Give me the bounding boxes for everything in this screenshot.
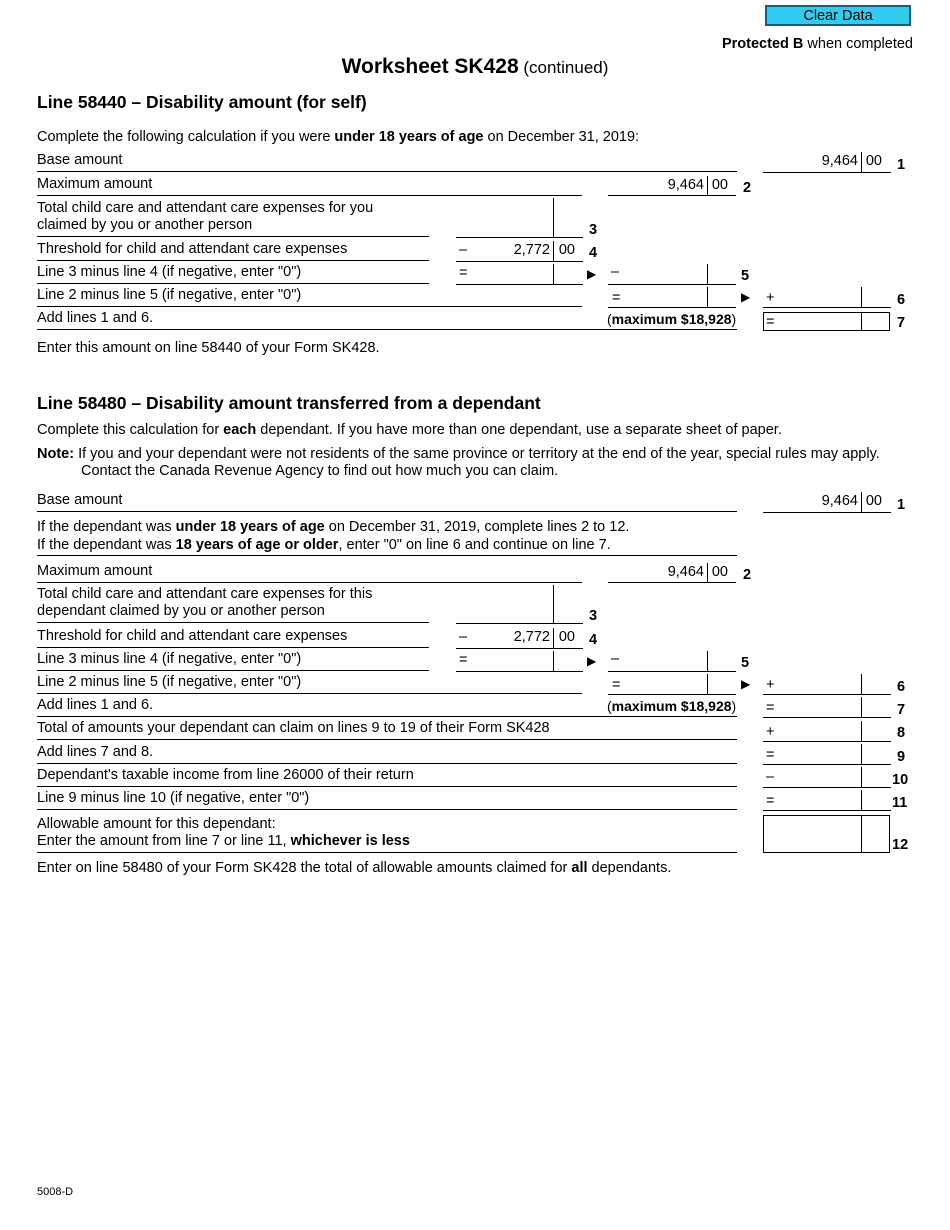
protected-suffix: when completed [803, 36, 913, 52]
s2-if-older [37, 537, 737, 556]
s1-line3-divider [553, 198, 554, 237]
s2-max-cents: 00 [711, 564, 728, 580]
s1-minus-sign-5: – [611, 264, 620, 280]
s2-line-num-5: 5 [741, 655, 750, 671]
protected-b-label: Protected B [721, 36, 804, 52]
s2-line8-input[interactable] [776, 721, 860, 740]
s2-threshold-label: Threshold for child and attendant care expenses [37, 628, 429, 648]
title-suffix: (continued) [518, 58, 609, 77]
s2-line12-divider [861, 815, 862, 853]
s2-line10-underline [763, 787, 891, 788]
protected-b-notice [722, 36, 913, 52]
s1-line7-divider [861, 312, 862, 331]
intro-bold: under 18 years of age [334, 129, 484, 145]
s2-line9-underline [763, 764, 891, 765]
s2-line5a-divider [553, 651, 554, 671]
s2-add1and6-label: Add lines 1 and 6. [37, 697, 737, 717]
s2-base-amount-label: Base amount [37, 492, 737, 512]
section2-note [37, 446, 911, 480]
s2-line6-underline [763, 694, 891, 695]
s2-minus-sign-5: – [611, 651, 620, 667]
s2-plus-sign-8: + [766, 724, 775, 740]
s2-equals-sign-6a: = [612, 677, 621, 693]
s2-allowable-pre: Enter the amount from line 7 or line 11, [37, 833, 291, 849]
s1-threshold-cents: 00 [558, 242, 575, 258]
s2-taxable-income-label: Dependant's taxable income from line 26000 of their return [37, 767, 737, 787]
s2-line-num-7: 7 [897, 702, 906, 718]
form-code: 5008-D [37, 1186, 74, 1198]
s2-line6a-input[interactable] [622, 674, 706, 693]
s2-line5-divider [707, 651, 708, 671]
s2-maximum-note [607, 698, 736, 714]
s2-minus-sign-4: – [459, 629, 468, 645]
s2-line-num-9: 9 [897, 749, 906, 765]
title-main: Worksheet SK428 [341, 55, 519, 78]
s2-line5-underline [608, 671, 736, 672]
s2-minus-sign-10: – [766, 769, 775, 785]
s1-line2-underline [608, 195, 736, 196]
s1-line6a-divider [707, 287, 708, 307]
s2-line11-input[interactable] [776, 790, 860, 809]
s2-line11-underline [763, 810, 891, 811]
s2-if-under [37, 519, 629, 535]
s1-childcare-l2: claimed by you or another person [37, 217, 429, 237]
s2-line-num-8: 8 [897, 725, 906, 741]
s2-line9minus10-label: Line 9 minus line 10 (if negative, enter "0") [37, 790, 737, 810]
s2-line3minus4-label: Line 3 minus line 4 (if negative, enter "0") [37, 651, 429, 671]
s2-equals-sign-7: = [766, 700, 775, 716]
s2-if-older-post: , enter "0" on line 6 and continue on line 7. [338, 537, 611, 553]
s1-max-cents: 00 [711, 177, 728, 193]
s2-line11-divider [861, 790, 862, 810]
s2-line4-divider [553, 628, 554, 648]
s1-max-note-open: ( [607, 311, 612, 327]
s1-line-num-1: 1 [897, 157, 906, 173]
s2-childcare-l1: Total child care and attendant care expenses for this [37, 586, 373, 602]
s1-line-num-6: 6 [897, 292, 906, 308]
s2-final-pre: Enter on line 58480 of your Form SK428 the total of allowable amounts claimed for [37, 860, 572, 876]
intro-post: on December 31, 2019: [483, 129, 640, 145]
s2-if-under-bold: under 18 years of age [175, 519, 325, 535]
s2-if-under-pre: If the dependant was [37, 519, 176, 535]
s2-add7and8-label: Add lines 7 and 8. [37, 744, 737, 764]
section2-heading: Line 58480 – Disability amount transferred from a dependant [37, 393, 541, 413]
s2-childcare-l2: dependant claimed by you or another person [37, 603, 429, 623]
s1-line-num-5: 5 [741, 268, 750, 284]
s2-line6-divider [861, 674, 862, 694]
s2-line5a-input[interactable] [470, 651, 552, 670]
s1-max-amount-label: Maximum amount [37, 176, 582, 196]
s1-line5a-input[interactable] [470, 264, 552, 283]
s1-line6a-input[interactable] [622, 287, 706, 306]
section1-heading: Line 58440 – Disability amount (for self) [37, 92, 367, 112]
section2-intro [37, 422, 782, 438]
section1-intro [37, 129, 639, 145]
s1-line1-underline [763, 172, 891, 173]
s1-line6-input[interactable] [776, 287, 860, 306]
s2-line3-underline [456, 623, 583, 624]
s2-allowable-l2 [37, 833, 737, 853]
s1-line3minus4-label: Line 3 minus line 4 (if negative, enter "0") [37, 264, 429, 284]
s1-line3-underline [456, 237, 583, 238]
s2-line5a-underline [456, 671, 583, 672]
s1-add1and6-label: Add lines 1 and 6. [37, 310, 737, 330]
s2-total-claim-label: Total of amounts your dependant can claim on lines 9 to 19 of their Form SK428 [37, 720, 737, 740]
s1-minus-sign-4: – [459, 242, 468, 258]
s2-intro-post: dependant. If you have more than one dependant, use a separate sheet of paper. [256, 422, 782, 438]
s1-threshold-dollars: 2,772 [513, 242, 550, 258]
s1-line6-underline [763, 307, 891, 308]
s1-line-num-2: 2 [743, 180, 752, 196]
s2-line-num-10: 10 [892, 772, 909, 788]
s2-base-cents: 00 [865, 493, 882, 509]
s1-plus-sign-6: + [766, 290, 775, 306]
s2-line3-divider [553, 585, 554, 623]
s2-line6a-underline [608, 694, 736, 695]
s2-line2minus5-label: Line 2 minus line 5 (if negative, enter "0") [37, 674, 582, 694]
s1-base-amount-label: Base amount [37, 152, 737, 172]
s2-if-under-post: on December 31, 2019, complete lines 2 to 12. [324, 519, 630, 535]
s2-final-bold: all [571, 860, 588, 876]
s2-line-num-4: 4 [589, 632, 598, 648]
s1-line-num-7: 7 [897, 315, 906, 331]
s2-line6-input[interactable] [776, 674, 860, 693]
s2-line3-input[interactable] [458, 601, 552, 621]
s2-plus-sign-6: + [766, 677, 775, 693]
s1-max-dollars: 9,464 [667, 177, 704, 193]
s1-maximum-note [607, 311, 736, 327]
s2-intro-pre: Complete this calculation for [37, 422, 224, 438]
intro-pre: Complete the following calculation if you were [37, 129, 335, 145]
s1-equals-sign-5a: = [459, 265, 468, 281]
s1-childcare-l1: Total child care and attendant care expenses for you [37, 200, 374, 216]
s1-line3-input[interactable] [458, 215, 552, 235]
s2-line9-divider [861, 744, 862, 764]
s1-line5-underline [608, 284, 736, 285]
s2-line9-input[interactable] [776, 744, 860, 763]
s2-line7-input[interactable] [776, 697, 860, 716]
s2-line-num-12: 12 [892, 837, 909, 853]
s2-line-num-2: 2 [743, 567, 752, 583]
s2-line8-underline [763, 741, 891, 742]
s1-threshold-label: Threshold for child and attendant care expenses [37, 241, 429, 261]
s2-equals-sign-5a: = [459, 652, 468, 668]
s1-line4-divider [553, 241, 554, 261]
s2-line10-divider [861, 767, 862, 787]
s2-equals-sign-9: = [766, 747, 775, 763]
s2-line7-divider [861, 697, 862, 717]
s1-base-cents: 00 [865, 153, 882, 169]
s1-arrow-5: ▶ [587, 267, 597, 281]
s2-max-note-open: ( [607, 698, 612, 714]
s2-line5-input[interactable] [622, 651, 706, 670]
s1-line5-input[interactable] [622, 264, 706, 283]
s1-base-dollars: 9,464 [821, 153, 858, 169]
s1-arrow-6: ▶ [741, 290, 751, 304]
s2-equals-sign-11: = [766, 793, 775, 809]
s2-line-num-11: 11 [892, 795, 908, 811]
s2-arrow-6: ▶ [741, 677, 751, 691]
s1-line2minus5-label: Line 2 minus line 5 (if negative, enter "0") [37, 287, 582, 307]
s1-line6a-underline [608, 307, 736, 308]
s1-line5a-divider [553, 264, 554, 284]
s1-line5-divider [707, 264, 708, 284]
s1-line6-divider [861, 287, 862, 307]
s1-line-num-3: 3 [589, 222, 598, 238]
s2-if-older-bold: 18 years of age or older [175, 537, 339, 553]
s2-allowable-l1: Allowable amount for this dependant: [37, 816, 276, 832]
s2-line1-underline [763, 512, 891, 513]
s2-line4-underline [456, 648, 583, 649]
s2-final-note [37, 860, 671, 876]
s1-line4-underline [456, 261, 583, 262]
s2-max-note-bold: maximum $18,928 [611, 698, 732, 714]
s2-line6a-divider [707, 674, 708, 694]
s1-line-num-4: 4 [589, 245, 598, 261]
s2-line-num-6: 6 [897, 679, 906, 695]
s2-allowable-bold: whichever is less [290, 833, 410, 849]
s2-threshold-dollars: 2,772 [513, 629, 550, 645]
s2-line7-underline [763, 717, 891, 718]
s1-max-note-close: ) [731, 311, 737, 327]
page-title [0, 55, 950, 79]
s2-intro-bold: each [223, 422, 257, 438]
s2-line-num-3: 3 [589, 608, 598, 624]
s2-base-dollars: 9,464 [821, 493, 858, 509]
s1-line5a-underline [456, 284, 583, 285]
s2-note-text: If you and your dependant were not residents of the same province or territory at the end of the year, special rules may apply. Contact the Canada Revenue Agency to find out how much you can claim. [74, 446, 880, 479]
s2-final-post: dependants. [587, 860, 672, 876]
s2-max-dollars: 9,464 [667, 564, 704, 580]
clear-data-button[interactable]: Clear Data [765, 5, 911, 26]
s1-enter-note: Enter this amount on line 58440 of your Form SK428. [37, 340, 380, 356]
s2-line10-input[interactable] [776, 767, 860, 786]
s2-arrow-5: ▶ [587, 654, 597, 668]
s1-max-note-bold: maximum $18,928 [611, 311, 732, 327]
s2-if-older-pre: If the dependant was [37, 537, 176, 553]
s2-line12-input[interactable] [766, 826, 860, 846]
s1-equals-sign-7: = [766, 314, 775, 330]
s1-equals-sign-6a: = [612, 290, 621, 306]
s2-line8-divider [861, 721, 862, 741]
s1-line7-input[interactable] [776, 313, 860, 330]
s2-max-note-close: ) [731, 698, 737, 714]
s2-note-label: Note: [37, 446, 75, 462]
s2-line-num-1: 1 [897, 497, 906, 513]
s2-threshold-cents: 00 [558, 629, 575, 645]
s2-line2-underline [608, 582, 736, 583]
s2-max-amount-label: Maximum amount [37, 563, 582, 583]
